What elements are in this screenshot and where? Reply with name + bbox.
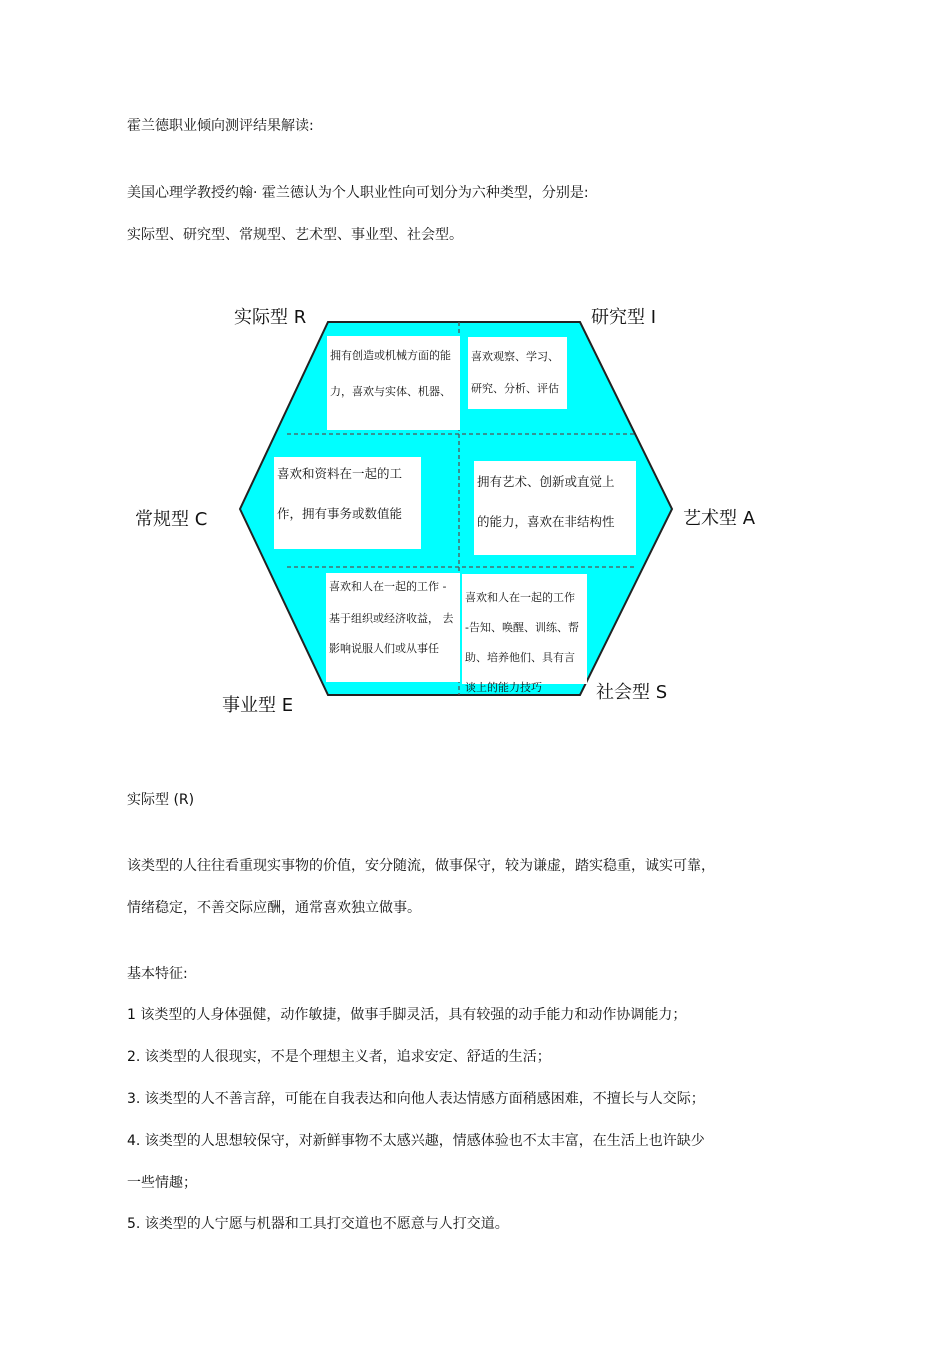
page-heading: 霍兰德职业倾向测评结果解读: [127, 118, 314, 134]
box-investigative-line: 喜欢观察、学习、 [471, 350, 559, 363]
feature-item: 2. 该类型的人很现实，不是个理想主义者，追求安定、舒适的生活； [127, 1049, 551, 1065]
label-enterprising: 事业型 E [222, 695, 294, 716]
label-investigative: 研究型 I [591, 307, 657, 328]
label-conventional: 常规型 C [135, 509, 208, 530]
feature-item: 3. 该类型的人不善言辞，可能在自我表达和向他人表达情感方面稍感困难，不擅长与人交际； [127, 1091, 705, 1107]
section-desc-line-1: 该类型的人往往看重现实事物的价值，安分随流，做事保守，较为谦虚，踏实稳重，诚实可靠， [127, 858, 715, 874]
box-social-line: 喜欢和人在一起的工作 [465, 591, 575, 604]
box-conventional [274, 457, 421, 549]
box-enterprising-line: 影响说服人们或从事任 [329, 642, 439, 655]
section-desc-line-2: 情绪稳定，不善交际应酬，通常喜欢独立做事。 [127, 900, 421, 916]
box-enterprising-line: 喜欢和人在一起的工作 - [329, 580, 447, 593]
feature-item: 一些情趣； [127, 1175, 197, 1191]
box-social-line: 助、培养他们、具有言 [465, 651, 575, 664]
feature-item: 5. 该类型的人宁愿与机器和工具打交道也不愿意与人打交道。 [127, 1216, 509, 1232]
box-social [462, 574, 587, 694]
box-artistic [474, 461, 636, 555]
box-realistic [327, 336, 460, 430]
label-artistic: 艺术型 A [683, 508, 756, 529]
box-artistic-line: 的能力，喜欢在非结构性 [477, 514, 615, 529]
box-social-line: 谈上的能力技巧 [465, 681, 542, 694]
label-realistic: 实际型 R [234, 307, 307, 328]
intro-line-2: 实际型、研究型、常规型、艺术型、事业型、社会型。 [127, 227, 463, 243]
box-realistic-line: 力，喜欢与实体、机器、 [330, 385, 451, 398]
features-title: 基本特征: [127, 966, 188, 982]
section-title: 实际型 (R) [127, 792, 195, 808]
box-enterprising [326, 573, 460, 682]
feature-item: 1 该类型的人身体强健，动作敏捷，做事手脚灵活，具有较强的动手能力和动作协调能力； [127, 1007, 687, 1023]
box-investigative [468, 337, 567, 409]
box-investigative-line: 研究、分析、评估 [471, 382, 559, 395]
box-artistic-line: 拥有艺术、创新或直觉上 [477, 474, 615, 489]
feature-item: 4. 该类型的人思想较保守，对新鲜事物不太感兴趣，情感体验也不太丰富，在生活上也许缺少 [127, 1133, 705, 1149]
box-enterprising-line: 基于组织或经济收益， 去 [329, 612, 454, 625]
box-realistic-line: 拥有创造或机械方面的能 [330, 349, 451, 362]
box-conventional-line: 作，拥有事务或数值能 [277, 506, 403, 521]
box-social-line: -告知、唤醒、训练、帮 [465, 621, 579, 634]
box-conventional-line: 喜欢和资料在一起的工 [277, 466, 403, 481]
intro-line-1: 美国心理学教授约翰· 霍兰德认为个人职业性向可划分为六种类型，分别是: [127, 185, 589, 201]
label-social: 社会型 S [596, 682, 668, 703]
